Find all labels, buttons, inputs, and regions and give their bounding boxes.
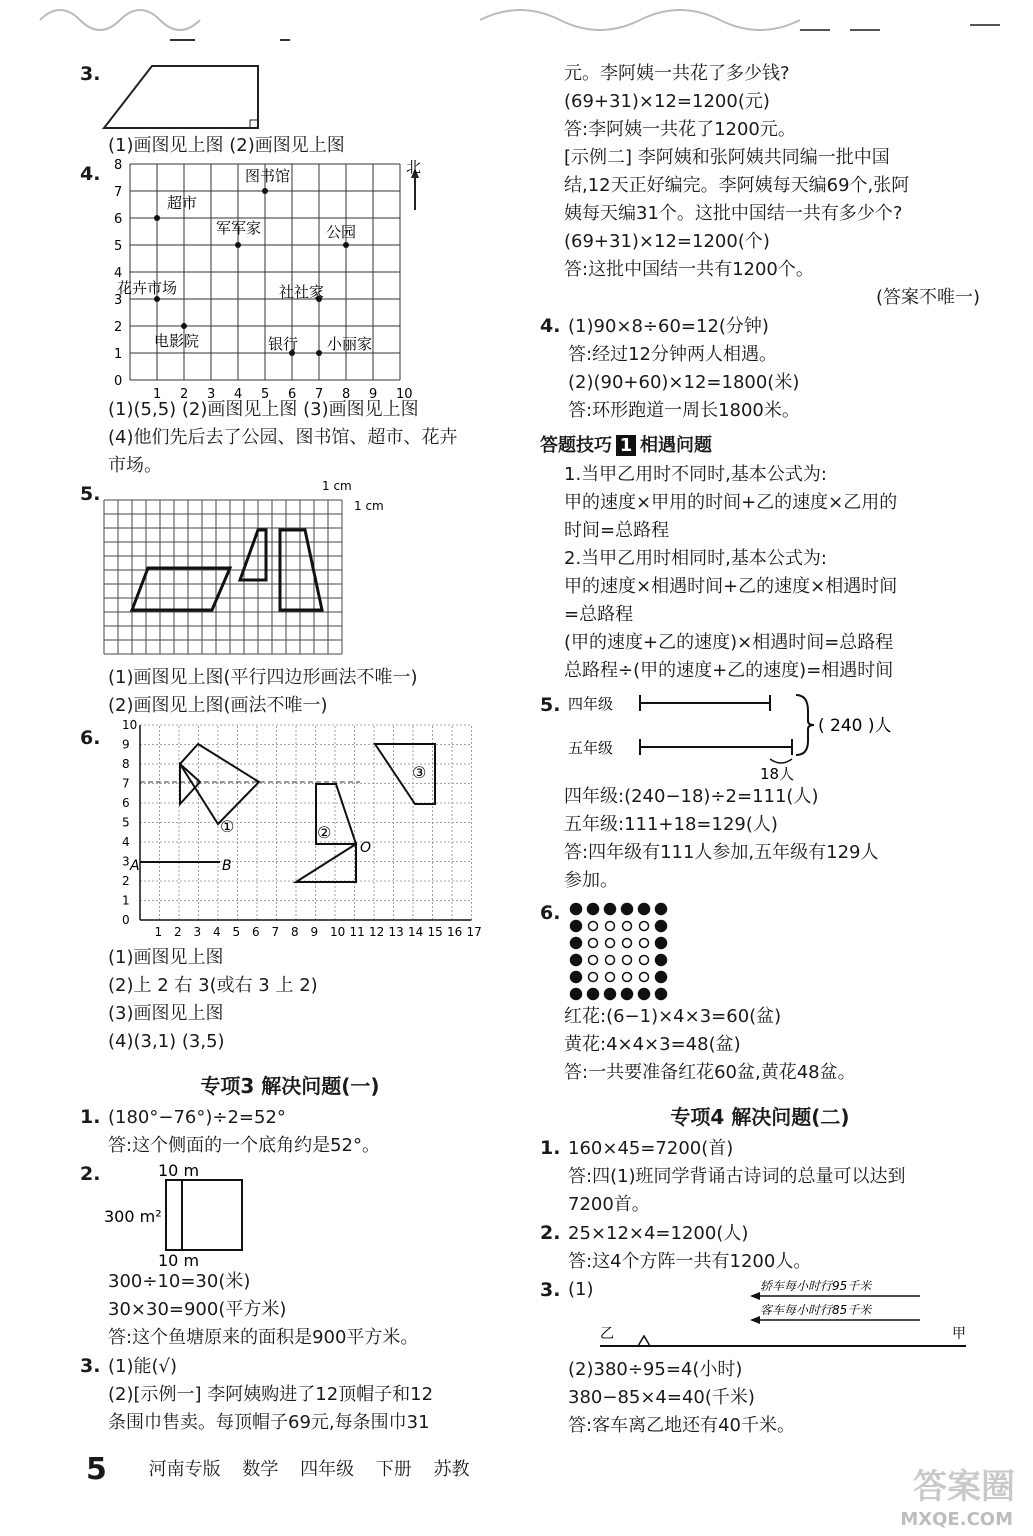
q6-x-tick: 11 — [349, 925, 365, 939]
q6-x-tick: 9 — [310, 925, 319, 939]
q4-place-dot — [181, 323, 187, 329]
q6-y-tick: 0 — [122, 913, 130, 927]
s3-q2-line-3: 答:这个鱼塘原来的面积是900平方米。 — [108, 1327, 419, 1348]
red-flower-dot — [656, 972, 667, 983]
q4-place-label: 花卉市场 — [117, 279, 178, 297]
q6-label-3: ③ — [412, 763, 427, 782]
yellow-flower-dot — [589, 922, 598, 931]
q6-x-tick: 12 — [369, 925, 385, 939]
q5-grid-lines — [104, 500, 342, 654]
q4-place-dot — [235, 242, 241, 248]
s4-q3-part1: (1) — [568, 1279, 594, 1300]
s4-q3-end-b: 甲 — [952, 1326, 966, 1342]
red-flower-dot — [639, 989, 650, 1000]
s4-q1-line-3: 7200首。 — [568, 1194, 650, 1215]
s3-q3-line-3: 条围巾售卖。每顶帽子69元,每条围巾31 — [108, 1412, 430, 1433]
q6-number: 6. — [80, 727, 101, 749]
s3-q2-line-2: 30×30=900(平方米) — [108, 1299, 287, 1320]
cont-line-7: (69+31)×12=1200(个) — [564, 231, 770, 252]
q6-x-tick: 13 — [388, 925, 404, 939]
yellow-flower-dot — [606, 922, 615, 931]
q4-place-dot — [316, 350, 322, 356]
q3-parallelogram-figure — [100, 60, 260, 130]
q6-label-2: ② — [317, 823, 332, 842]
s3-q2-figure-row — [80, 1160, 500, 1268]
r-q5-line-2: 五年级:111+18=129(人) — [564, 814, 778, 835]
north-label: 北 — [406, 158, 422, 176]
q4-place-label: 电影院 — [154, 332, 200, 350]
q5-parallelogram — [132, 568, 230, 610]
q4-place-dot — [262, 188, 268, 194]
s3-q3-number: 3. — [80, 1355, 101, 1377]
r-q6-flower-dot-array — [566, 899, 676, 1003]
q5-square-grid — [100, 480, 430, 660]
yellow-flower-dot — [623, 939, 632, 948]
yellow-flower-dot — [606, 939, 615, 948]
q3-answer: (1)画图见上图 (2)画图见上图 — [108, 135, 345, 156]
q4-place-label: 军军家 — [216, 219, 262, 237]
yellow-flower-dot — [623, 956, 632, 965]
q4-map-row — [80, 158, 500, 402]
q6-y-tick: 10 — [122, 718, 138, 732]
cont-line-2: (69+31)×12=1200(元) — [564, 91, 770, 112]
q6-x-tick: 8 — [291, 925, 299, 939]
cont-line-8: 答:这批中国结一共有1200个。 — [564, 259, 814, 280]
q6-shape-2-rotated — [296, 844, 356, 882]
s3-q2-line-1: 300÷10=30(米) — [108, 1271, 251, 1292]
q6-x-tick: 16 — [447, 925, 463, 939]
q6-answer-4: (4)(3,1) (3,5) — [108, 1031, 225, 1052]
q4-place-label: 图书馆 — [245, 167, 291, 185]
red-flower-dot — [571, 972, 582, 983]
s4-q3-diagram-row — [540, 1276, 980, 1356]
q4-y-tick: 8 — [114, 158, 123, 173]
s4-q2-line-1: 25×12×4=1200(人) — [568, 1223, 749, 1244]
s4-q2-line-2: 答:这4个方阵一共有1200人。 — [568, 1251, 812, 1272]
r-q4-number: 4. — [540, 315, 561, 337]
q4-y-tick: 4 — [114, 266, 123, 281]
s4-q1-line-1: 160×45=7200(首) — [568, 1138, 734, 1159]
q6-shape-1 — [180, 744, 259, 824]
q6-label-1: ① — [220, 817, 235, 836]
page-footer — [86, 1452, 486, 1487]
tip-line-5: 甲的速度×相遇时间+乙的速度×相遇时间 — [564, 576, 898, 597]
q6-x-tick: 10 — [330, 925, 346, 939]
s4-q3-line-2: 380−85×4=40(千米) — [568, 1387, 755, 1408]
s4-q3-route-diagram — [580, 1276, 970, 1356]
s4-q3-line-3: 答:客车离乙地还有40千米。 — [568, 1415, 795, 1436]
q6-y-tick: 2 — [122, 874, 130, 888]
q6-x-tick: 3 — [193, 925, 202, 939]
red-flower-dot — [622, 989, 633, 1000]
q4-x-tick: 8 — [342, 387, 351, 402]
red-flower-dot — [605, 989, 616, 1000]
r-q5-diagram-row — [540, 691, 980, 783]
q4-x-tick: 6 — [288, 387, 297, 402]
q6-y-tick: 7 — [122, 776, 130, 791]
footer-grade: 四年级 — [300, 1458, 355, 1480]
r-q5-line-4: 参加。 — [564, 870, 618, 891]
q4-number: 4. — [80, 163, 101, 185]
red-flower-dot — [571, 989, 582, 1000]
q4-x-tick: 7 — [315, 387, 324, 402]
q6-coordinate-grid — [100, 718, 482, 944]
q6-point-o: O — [360, 840, 372, 856]
r-q5-total: ( 240 )人 — [818, 716, 892, 736]
red-flower-dot — [656, 938, 667, 949]
yellow-flower-dot — [640, 939, 649, 948]
q6-x-tick: 15 — [427, 925, 443, 939]
cont-line-1: 元。李阿姨一共花了多少钱? — [564, 63, 790, 84]
q3-figure-row — [80, 60, 500, 132]
tip-line-1: 1.当甲乙用时不同时,基本公式为: — [564, 464, 827, 485]
r-q5-grade5: 五年级 — [568, 739, 614, 757]
q4-y-tick: 2 — [114, 320, 123, 335]
q6-x-tick: 6 — [252, 925, 260, 939]
s3-q1-number: 1. — [80, 1106, 101, 1128]
q4-place-labels — [117, 167, 372, 356]
answer-not-unique-note: (答案不唯一) — [875, 287, 980, 308]
red-flower-dot — [588, 904, 599, 915]
q4-answer-2: (4)他们先后去了公园、图书馆、超市、花卉 — [108, 427, 458, 448]
q6-x-tick: 7 — [271, 925, 280, 939]
q6-answer-1: (1)画图见上图 — [108, 947, 224, 968]
red-flower-dot — [656, 955, 667, 966]
q4-place-dot — [343, 242, 349, 248]
q4-y-tick: 6 — [114, 212, 123, 227]
red-flower-dot — [571, 955, 582, 966]
q4-place-label: 超市 — [167, 194, 198, 212]
cont-line-3: 答:李阿姨一共花了1200元。 — [564, 119, 796, 140]
s4-q3-car2: 客车每小时行85千米 — [760, 1303, 872, 1317]
q6-y-tick: 6 — [122, 796, 130, 810]
red-flower-dot — [571, 921, 582, 932]
yellow-flower-dot — [640, 973, 649, 982]
q4-place-label: 公园 — [326, 223, 357, 241]
q4-x-tick: 3 — [207, 387, 216, 402]
yellow-flower-dot — [589, 939, 598, 948]
tip-line-7: (甲的速度+乙的速度)×相遇时间=总路程 — [564, 632, 894, 653]
q4-y-tick: 5 — [114, 239, 123, 254]
q5-answer-2: (2)画图见上图(画法不唯一) — [108, 695, 328, 716]
yellow-flower-dot — [640, 956, 649, 965]
watermark-logo: 答案圈 — [913, 1467, 1015, 1507]
footer-publisher: 苏教 — [433, 1458, 470, 1480]
q4-coordinate-map — [100, 160, 460, 400]
q4-x-tick: 2 — [180, 387, 189, 402]
q4-place-label: 小丽家 — [327, 335, 373, 353]
q6-y-tick: 8 — [122, 757, 130, 771]
q4-x-tick: 5 — [261, 387, 270, 402]
q4-answer-1: (1)(5,5) (2)画图见上图 (3)画图见上图 — [108, 399, 419, 420]
r-q6-line-2: 黄花:4×4×3=48(盆) — [564, 1034, 741, 1055]
tip-line-3: 时间=总路程 — [564, 520, 670, 541]
q6-answer-3: (3)画图见上图 — [108, 1003, 224, 1024]
watermark-url: MXQE.COM — [900, 1509, 1013, 1530]
red-flower-dot — [622, 904, 633, 915]
q6-y-tick: 1 — [122, 893, 130, 908]
q6-x-tick: 5 — [232, 925, 241, 939]
s3-q3-line-2: (2)[示例一] 李阿姨购进了12顶帽子和12 — [108, 1384, 434, 1405]
q4-x-tick: 1 — [153, 387, 162, 402]
s4-q3-car1: 轿车每小时行95千米 — [760, 1279, 872, 1293]
q5-unit-height: 1 cm — [354, 499, 384, 513]
q5-answer-1: (1)画图见上图(平行四边形画法不唯一) — [108, 667, 418, 688]
q6-x-tick: 4 — [213, 925, 221, 939]
q5-number: 5. — [80, 483, 101, 505]
red-flower-dot — [656, 921, 667, 932]
page-number: 5 — [86, 1452, 107, 1487]
red-flower-dot — [588, 989, 599, 1000]
section3-title: 专项3 解决问题(一) — [200, 1074, 380, 1098]
s4-q3-end-a: 乙 — [600, 1326, 614, 1342]
q6-y-tick: 3 — [122, 854, 130, 869]
s3-q2-bottom-label: 10 m — [158, 1251, 200, 1270]
q6-answer-2: (2)上 2 右 3(或右 3 上 2) — [108, 975, 318, 996]
q4-x-tick: 4 — [234, 387, 243, 402]
yellow-flower-dot — [606, 973, 615, 982]
red-flower-dot — [605, 904, 616, 915]
tip-line-6: =总路程 — [564, 604, 634, 625]
q6-y-tick: 4 — [122, 835, 130, 849]
yellow-flower-dot — [589, 973, 598, 982]
q6-grid-row — [80, 718, 500, 944]
cont-line-5: 结,12天正好编完。李阿姨每天编69个,张阿 — [564, 175, 910, 196]
top-edge-decoration — [0, 0, 1033, 60]
red-flower-dot — [656, 989, 667, 1000]
q4-y-tick: 7 — [114, 185, 123, 200]
red-flower-dot — [571, 938, 582, 949]
red-flower-dot — [571, 904, 582, 915]
tip-number-box: 1 — [616, 435, 636, 456]
q4-y-tick: 1 — [114, 347, 123, 362]
section4-title: 专项4 解决问题(二) — [670, 1105, 850, 1129]
r-q4-line-4: 答:环形跑道一周长1800米。 — [568, 400, 800, 421]
r-q6-number: 6. — [540, 902, 561, 924]
cont-line-6: 姨每天编31个。这批中国结一共有多少个? — [564, 203, 903, 224]
r-q6-line-3: 答:一共要准备红花60盆,黄花48盆。 — [564, 1062, 856, 1083]
s3-q2-area-label: 300 m² — [104, 1207, 162, 1226]
q5-grid-row — [80, 480, 500, 664]
q6-point-a: A — [130, 858, 140, 874]
yellow-flower-dot — [623, 922, 632, 931]
tip-line-2: 甲的速度×甲用的时间+乙的速度×乙用的 — [564, 492, 898, 513]
r-q5-diff: 18人 — [760, 765, 795, 783]
q4-x-tick: 9 — [369, 387, 378, 402]
q4-place-label: 银行 — [268, 335, 299, 353]
red-flower-dot — [639, 904, 650, 915]
left-column — [80, 60, 500, 1437]
tip-line-4: 2.当甲乙用时相同时,基本公式为: — [564, 548, 827, 569]
s4-q3-number: 3. — [540, 1279, 561, 1301]
s3-q3-line-1: (1)能(√) — [108, 1356, 178, 1377]
tip-title: 相遇问题 — [640, 435, 712, 456]
r-q6-line-1: 红花:(6−1)×4×3=60(盆) — [564, 1006, 782, 1027]
tip-header — [540, 431, 980, 457]
q6-point-b: B — [222, 858, 232, 874]
q4-answer-3: 市场。 — [108, 455, 162, 476]
footer-edition: 河南专版 — [148, 1458, 221, 1480]
s4-q3-line-1: (2)380÷95=4(小时) — [568, 1359, 743, 1380]
s3-q2-top-label: 10 m — [158, 1161, 200, 1180]
r-q6-dots-row — [540, 899, 980, 1003]
q6-x-tick: 2 — [174, 925, 182, 939]
r-q5-number: 5. — [540, 694, 561, 716]
q6-x-tick: 17 — [466, 925, 482, 939]
q4-place-label: 社社家 — [279, 283, 325, 301]
yellow-flower-dot — [640, 922, 649, 931]
q3-number: 3. — [80, 63, 101, 85]
r-q5-line-1: 四年级:(240−18)÷2=111(人) — [564, 786, 819, 807]
q4-place-dot — [154, 215, 160, 221]
q4-y-tick: 0 — [114, 374, 123, 389]
r-q5-segment-diagram — [560, 691, 940, 783]
s4-q1-number: 1. — [540, 1137, 561, 1159]
tip-line-8: 总路程÷(甲的速度+乙的速度)=相遇时间 — [564, 660, 894, 681]
cont-line-4: [示例二] 李阿姨和张阿姨共同编一批中国 — [564, 147, 890, 168]
footer-subject: 数学 — [242, 1458, 279, 1480]
q6-axis-ticks — [122, 718, 482, 939]
q4-x-tick: 10 — [396, 387, 413, 402]
s4-q1-line-2: 答:四(1)班同学背诵古诗词的总量可以达到 — [568, 1166, 906, 1187]
r-q4-line-1: (1)90×8÷60=12(分钟) — [568, 316, 769, 337]
s4-q2-number: 2. — [540, 1222, 561, 1244]
r-q5-grade4: 四年级 — [568, 695, 614, 713]
q6-y-tick: 5 — [122, 815, 130, 830]
q6-y-tick: 9 — [122, 737, 130, 752]
r-q4-line-2: 答:经过12分钟两人相遇。 — [568, 344, 777, 365]
s3-q2-number: 2. — [80, 1163, 101, 1185]
s3-q1-line-2: 答:这个侧面的一个底角约是52°。 — [108, 1135, 380, 1156]
yellow-flower-dot — [606, 956, 615, 965]
r-q5-line-3: 答:四年级有111人参加,五年级有129人 — [564, 842, 879, 863]
tip-prefix: 答题技巧 — [540, 435, 612, 456]
s3-q2-pond-figure — [100, 1160, 300, 1268]
yellow-flower-dot — [623, 973, 632, 982]
yellow-flower-dot — [589, 956, 598, 965]
footer-volume: 下册 — [375, 1458, 412, 1480]
r-q4-line-3: (2)(90+60)×12=1800(米) — [568, 372, 800, 393]
q4-y-tick: 3 — [114, 293, 123, 308]
red-flower-dot — [656, 904, 667, 915]
q6-x-tick: 14 — [408, 925, 424, 939]
s3-q1-line-1: (180°−76°)÷2=52° — [108, 1107, 286, 1128]
q6-x-tick: 1 — [154, 925, 163, 939]
q5-unit-width: 1 cm — [322, 479, 352, 493]
right-column — [540, 60, 980, 1440]
